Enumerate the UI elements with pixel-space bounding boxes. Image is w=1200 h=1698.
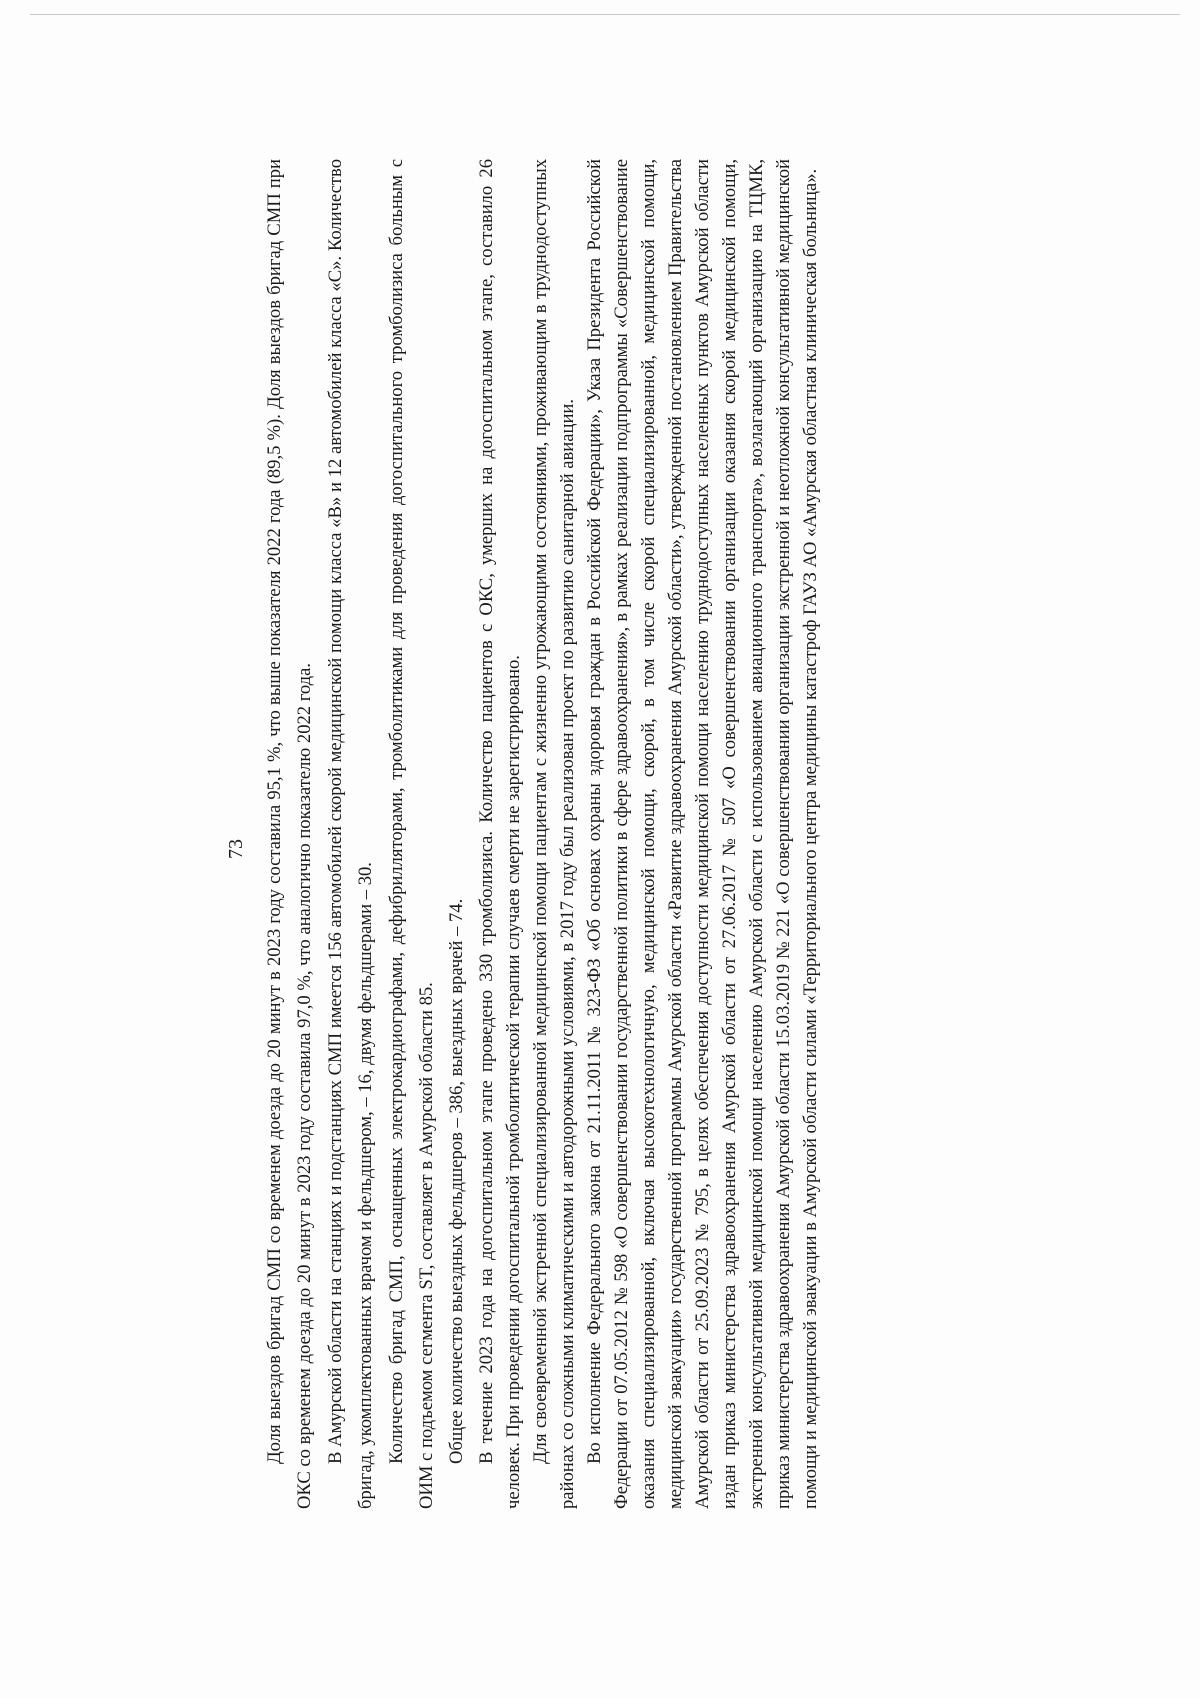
paragraph-arrival-time: Доля выездов бригад СМП со временем доезда до 20 минут в 2023 году составила 95,1 %, что выше показателя 2022 года (89,5 %). Доля выездов бригад СМП при ОКС со временем доезда до 20 минут в 2023 году составила 97,0 %, что аналогично показателю 2022 года. bbox=[264, 159, 316, 1509]
paragraph-legal-basis: Во исполнение Федерального закона от 21.11.2011 № 323-ФЗ «Об основах охраны здоровья граждан в Российской Федерации», Указа Президента Российской Федерации от 07.05.2012 № 598 «О совершенствовании государственной политики в сфере здравоохранения», в рамках реализации подпрограммы «Совершенствование оказания специализированной, включая высокотехнологичную, медицинской помощи, скорой, в том числе скорой специализированной, медицинской помощи, медицинской эвакуации» государственной программы Амурской области «Развитие здравоохранения Амурской области», утвержденной постановлением Правительства Амурской области от 25.09.2023 № 795, в целях обеспечения доступности медицинской помощи населению труднодоступных населенных пунктов Амурской области издан приказ министерства здравоохранения Амурской области от 27.06.2017 № 507 «О совершенствовании организации оказания скорой медицинской помощи, экстренной консультативной медицинской помощи населению Амурской области с использованием авиационного транспорта», возлагающий организацию на ТЦМК, приказ министерства здравоохранения Амурской области 15.03.2019 № 221 «О совершенствовании организации экстренной и неотложной консультативной медицинской помощи и медицинской эвакуации в Амурской области силами «Территориального центра медицины катастроф ГАУЗ АО «Амурская областная клиническая больница». bbox=[583, 159, 821, 1509]
scan-edge-line bbox=[30, 14, 1180, 15]
paragraph-sanitary-aviation: Для своевременной экстренной специализированной медицинской помощи пациентам с жизненно угрожающими состояниями, проживающим в труднодоступных районах со сложными климатическими и автодорожными условиями, в 2017 году был реализован проект по развитию санитарной авиации. bbox=[529, 159, 578, 1509]
rotated-sheet bbox=[160, 99, 1040, 1599]
body-text bbox=[260, 159, 824, 1509]
paragraph-equipped-teams: Количество бригад СМП, оснащенных электрокардиографами, дефибрилляторами, тромболитиками для проведения догоспитального тромболизиса больным с ОИМ с подъемом сегмента ST, составляет в Амурской области 85. bbox=[385, 159, 438, 1509]
paragraph-ambulance-fleet: В Амурской области на станциях и подстанциях СМП имеется 156 автомобилей скорой медицинской помощи класса «В» и 12 автомобилей класса «С». Количество бригад, укомплектованных врачом и фельдшером, – 16, двумя фельдшерами – 30. bbox=[324, 159, 377, 1509]
paragraph-thrombolysis: В течение 2023 года на догоспитальном этапе проведено 330 тромболизиса. Количество пациентов с ОКС, умерших на догоспитальном этапе, составило 26 человек. При проведении догоспитальной тромболитической терапии случаев смерти не зарегистрировано. bbox=[475, 159, 524, 1509]
paragraph-staff-count: Общее количество выездных фельдшеров – 386, выездных врачей – 74. bbox=[446, 898, 468, 1464]
page-number: 73 bbox=[225, 839, 247, 859]
